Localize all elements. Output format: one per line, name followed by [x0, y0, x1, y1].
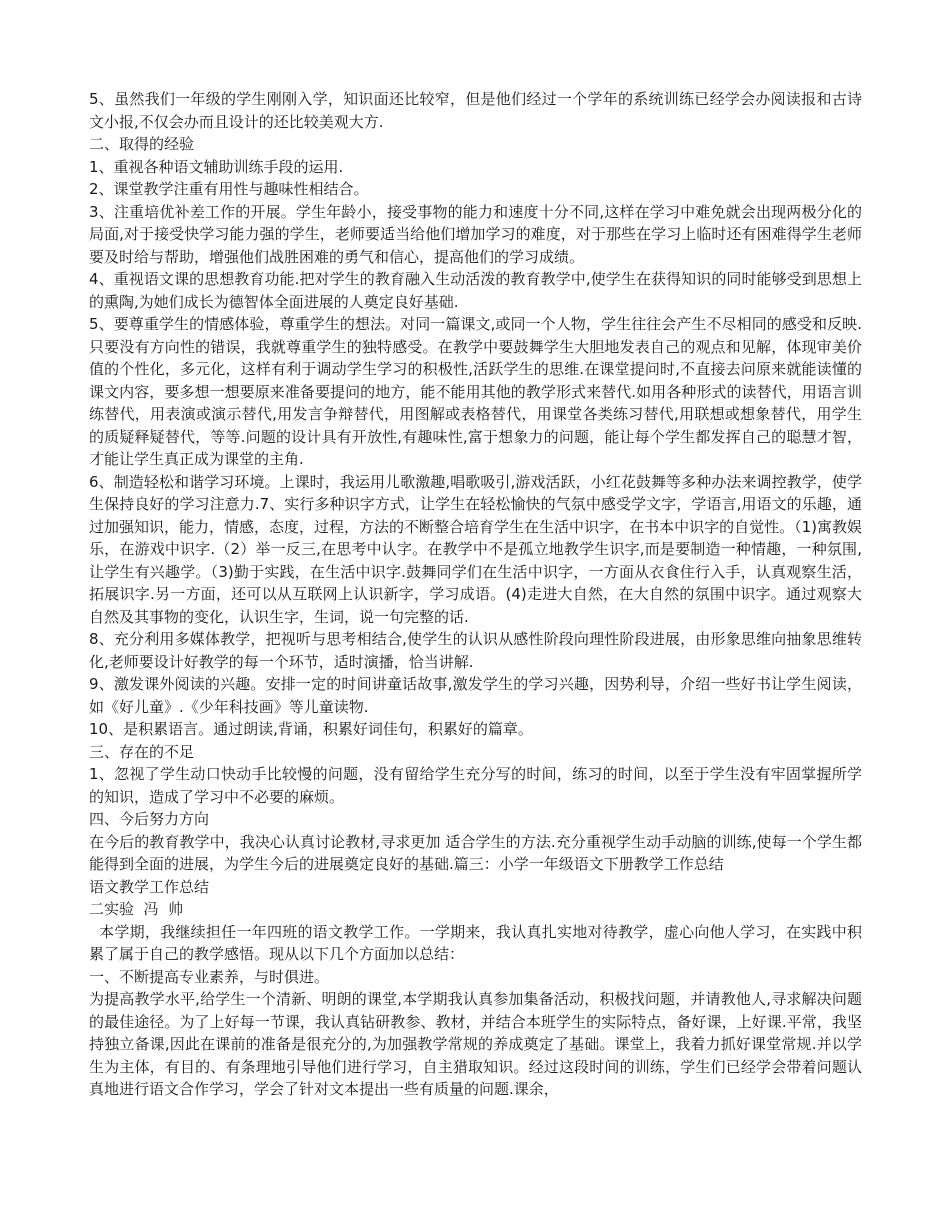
section-heading: 二、取得的经验 [89, 135, 195, 153]
paragraph: 本学期，我继续担任一年四班的语文教学工作。一学期来，我认真扎实地对待教学，虚心向他人学习，在实践中积累了属于自己的教学感悟。现从以下几个方面加以总结： [89, 922, 862, 963]
paragraph: 4、重视语文课的思想教育功能.把对学生的教育融入生动活泼的教育教学中,使学生在获得知识的同时能够受到思想上的熏陶,为她们成长为德智体全面进展的人奠定良好基础. [89, 270, 862, 311]
paragraph: 1、重视各种语文辅助训练手段的运用. [89, 157, 344, 176]
paragraph: 9、激发课外阅读的兴趣。安排一定的时间讲童话故事,激发学生的学习兴趣，因势利导，介绍一些好书让学生阅读，如《好儿童》.《少年科技画》等儿童读物. [89, 675, 862, 716]
section-heading: 一、不断提高专业素养，与时俱进。 [89, 967, 330, 986]
paragraph: 8、充分利用多媒体教学，把视听与思考相结合,使学生的认识从感性阶段向理性阶段进展，由形象思维向抽象思维转化,老师要设计好教学的每一个环节，适时演播，恰当讲解. [89, 630, 862, 671]
section-heading: 三、存在的不足 [89, 742, 195, 761]
paragraph: 10、是积累语言。通过朗读,背诵，积累好词佳句，积累好的篇章。 [89, 720, 533, 738]
paragraph: 5、虽然我们一年级的学生刚刚入学，知识面还比较窄，但是他们经过一个学年的系统训练已经学会办阅读报和古诗文小报,不仅会办而且设计的还比较美观大方. [89, 90, 862, 131]
paragraph: 2、课堂教学注重有用性与趣味性相结合。 [89, 180, 369, 198]
document-body [89, 88, 862, 1101]
author-line: 二实验 冯 帅 [89, 900, 184, 918]
section-heading: 四、今后努力方向 [89, 810, 210, 828]
paragraph: 在今后的教育教学中，我决心认真讨论教材,寻求更加 适合学生的方法.充分重视学生动手动脑的训练,使每一个学生都能得到全面的进展，为学生今后的进展奠定良好的基础.篇三：小学一年级语文下册教学工作总结 [89, 832, 862, 873]
paragraph: 1、忽视了学生动口快动手比较慢的问题，没有留给学生充分写的时间，练习的时间，以至于学生没有牢固掌握所学的知识，造成了学习中不必要的麻烦。 [89, 765, 862, 806]
paragraph: 5、要尊重学生的情感体验，尊重学生的想法。对同一篇课文,或同一个人物，学生往往会产生不尽相同的感受和反映.只要没有方向性的错误，我就尊重学生的独特感受。在教学中要鼓舞学生大胆地发表自己的观点和见解，体现审美价值的个性化，多元化，这样有利于调动学生学习的积极性,活跃学生的思维.在课堂提问时,不直接去问原来就能读懂的课文内容，要多想一想要原来准备要提问的地方，能不能用其他的教学形式来替代.如用各种形式的读替代，用语言训练替代，用表演或演示替代,用发言争辩替代，用图解或表格替代，用课堂各类练习替代,用联想或想象替代，用学生的质疑释疑替代，等等.问题的设计具有开放性,有趣味性,富于想象力的问题，能让每个学生都发挥自己的聪慧才智，才能让学生真正成为课堂的主角. [89, 315, 862, 468]
paragraph: 3、注重培优补差工作的开展。学生年龄小，接受事物的能力和速度十分不同,这样在学习中难免就会出现两极分化的局面,对于接受快学习能力强的学生，老师要适当给他们增加学习的难度，对于那些在学习上临时还有困难得学生老师要及时给与帮助，增强他们战胜困难的勇气和信心，提高他们的学习成绩。 [89, 202, 862, 266]
paragraph: 为提高教学水平,给学生一个清新、明朗的课堂,本学期我认真参加集备活动，积极找问题，并请教他人,寻求解决问题的最佳途径。为了上好每一节课，我认真钻研教参、教材，并结合本班学生的实际特点，备好课，上好课.平常，我坚持独立备课,因此在课前的准备是很充分的,为加强教学常规的养成奠定了基础。课堂上，我着力抓好课堂常规.并以学生为主体，有目的、有条理地引导他们进行学习，自主猎取知识。经过这段时间的训练，学生们已经学会带着问题认真地进行语文合作学习，学会了针对文本提出一些有质量的问题.课余， [89, 990, 862, 1098]
document-title: 语文教学工作总结 [89, 877, 210, 896]
paragraph: 6、制造轻松和谐学习环境。上课时，我运用儿歌激趣,唱歌吸引,游戏活跃，小红花鼓舞等多种办法来调控教学，使学生保持良好的学习注意力.7、实行多种识字方式，让学生在轻松愉快的气氛中感受学文字，学语言,用语文的乐趣，通过加强知识，能力，情感，态度，过程，方法的不断整合培育学生在生活中识字，在书本中识字的自觉性。（1)寓教娱乐，在游戏中识字.（2）举一反三,在思考中认字。在教学中不是孤立地教学生识字,而是要制造一种情趣，一种氛围,让学生有兴趣学。（3)勤于实践，在生活中识字.鼓舞同学们在生活中识字，一方面从衣食住行入手，认真观察生活，拓展识字.另一方面，还可以从互联网上认识新字，学习成语。(4)走进大自然，在大自然的氛围中识字。通过观察大自然及其事物的变化，认识生字，生词，说一句完整的话. [89, 472, 862, 626]
